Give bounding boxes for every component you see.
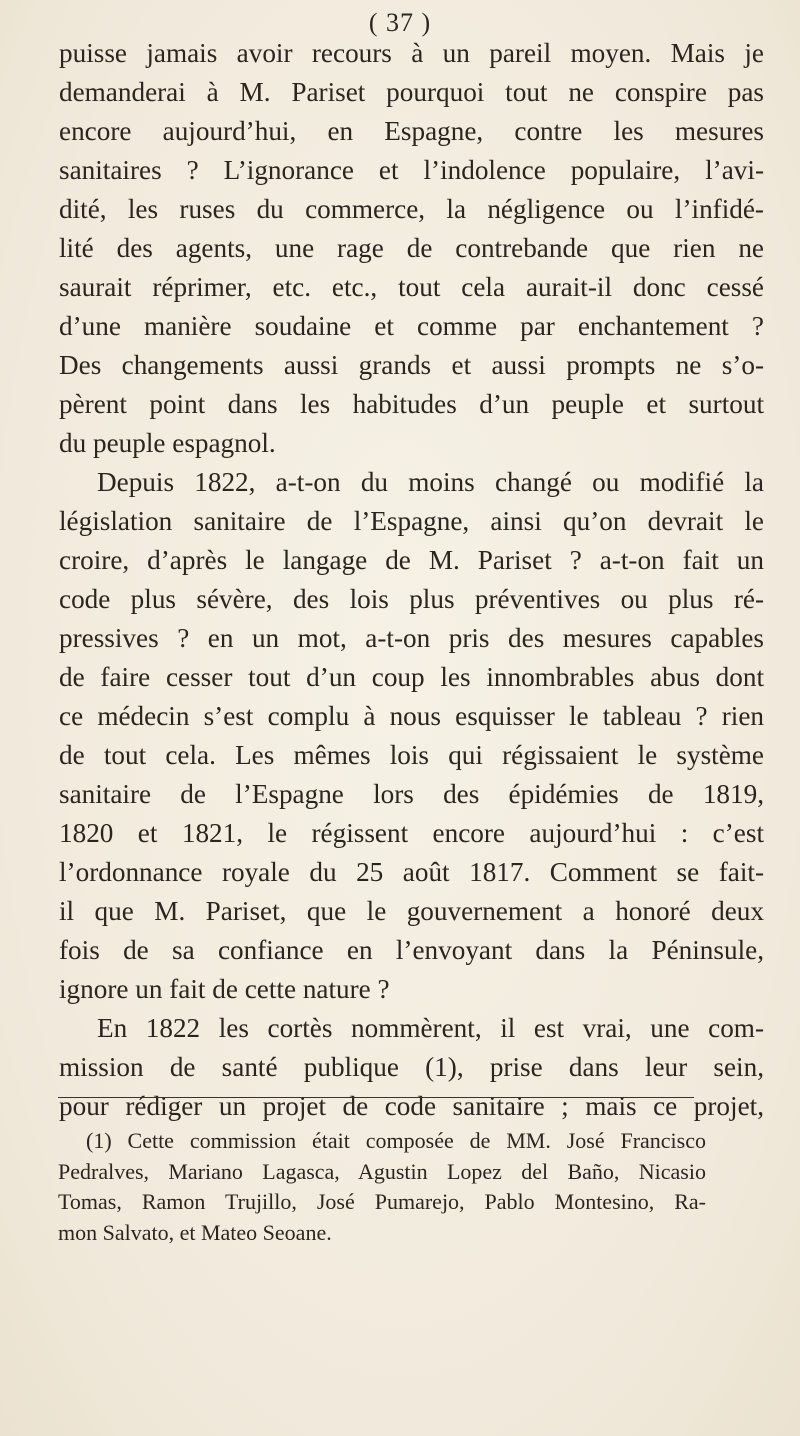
text-line: croire, d’après le langage de M. Pariset ? a-t-on fait un xyxy=(59,545,764,575)
footnote-line: mon Salvato, et Mateo Seoane. xyxy=(58,1219,332,1245)
text-line: lité des agents, une rage de contrebande que rien ne xyxy=(59,233,764,263)
footnote-line: Tomas, Ramon Trujillo, José Pumarejo, Pablo Montesino, Ra- xyxy=(58,1189,706,1214)
text-line: sanitaire de l’Espagne lors des épidémies de 1819, xyxy=(59,779,764,809)
paragraph-3 xyxy=(59,1009,764,1126)
text-line: pèrent point dans les habitudes d’un peuple et surtout xyxy=(59,389,764,419)
text-line: Depuis 1822, a-t-on du moins changé ou modifié la xyxy=(97,467,764,497)
text-line: législation sanitaire de l’Espagne, ainsi qu’on devrait le xyxy=(59,506,764,536)
text-line: ignore un fait de cette nature ? xyxy=(59,974,390,1004)
footnote xyxy=(58,1126,706,1248)
text-line: En 1822 les cortès nommèrent, il est vrai, une com- xyxy=(97,1013,764,1043)
footnote-line: (1) Cette commission était composée de MM. José Francisco xyxy=(86,1128,706,1153)
text-line: code plus sévère, des lois plus préventives ou plus ré- xyxy=(59,584,764,614)
footnote-separator xyxy=(58,1097,694,1098)
footnote-line: Pedralves, Mariano Lagasca, Agustin Lopez del Baño, Nicasio xyxy=(58,1158,706,1184)
text-line: du peuple espagnol. xyxy=(59,428,276,458)
text-line: pressives ? en un mot, a-t-on pris des mesures capables xyxy=(59,623,764,653)
paragraph-2 xyxy=(59,463,764,1009)
body-text xyxy=(59,34,764,1126)
text-line: encore aujourd’hui, en Espagne, contre les mesures xyxy=(59,116,764,146)
text-line: Des changements aussi grands et aussi prompts ne s’o- xyxy=(59,350,764,380)
text-line: dité, les ruses du commerce, la négligence ou l’infidé- xyxy=(59,194,764,224)
text-line: mission de santé publique (1), prise dans leur sein, xyxy=(59,1052,764,1082)
text-line: de faire cesser tout d’un coup les innombrables abus dont xyxy=(59,662,764,692)
page-number: ( 37 ) xyxy=(368,8,432,37)
text-line: de tout cela. Les mêmes lois qui régissaient le système xyxy=(59,740,764,770)
text-line: il que M. Pariset, que le gouvernement a honoré deux xyxy=(59,896,764,926)
paragraph-1 xyxy=(59,34,764,463)
text-line: saurait réprimer, etc. etc., tout cela aurait-il donc cessé xyxy=(59,272,764,302)
text-line: 1820 et 1821, le régissent encore aujourd’hui : c’est xyxy=(59,818,764,848)
text-line: demanderai à M. Pariset pourquoi tout ne conspire pas xyxy=(59,77,764,107)
text-line: puisse jamais avoir recours à un pareil moyen. Mais je xyxy=(59,38,764,68)
text-line: fois de sa confiance en l’envoyant dans la Péninsule, xyxy=(59,935,764,965)
text-line: sanitaires ? L’ignorance et l’indolence populaire, l’avi- xyxy=(59,155,764,185)
text-line: pour rédiger un projet de code sanitaire ; mais ce projet, xyxy=(59,1091,764,1121)
text-line: ce médecin s’est complu à nous esquisser le tableau ? rien xyxy=(59,701,764,731)
text-line: l’ordonnance royale du 25 août 1817. Comment se fait- xyxy=(59,857,764,887)
text-line: d’une manière soudaine et comme par enchantement ? xyxy=(59,311,764,341)
